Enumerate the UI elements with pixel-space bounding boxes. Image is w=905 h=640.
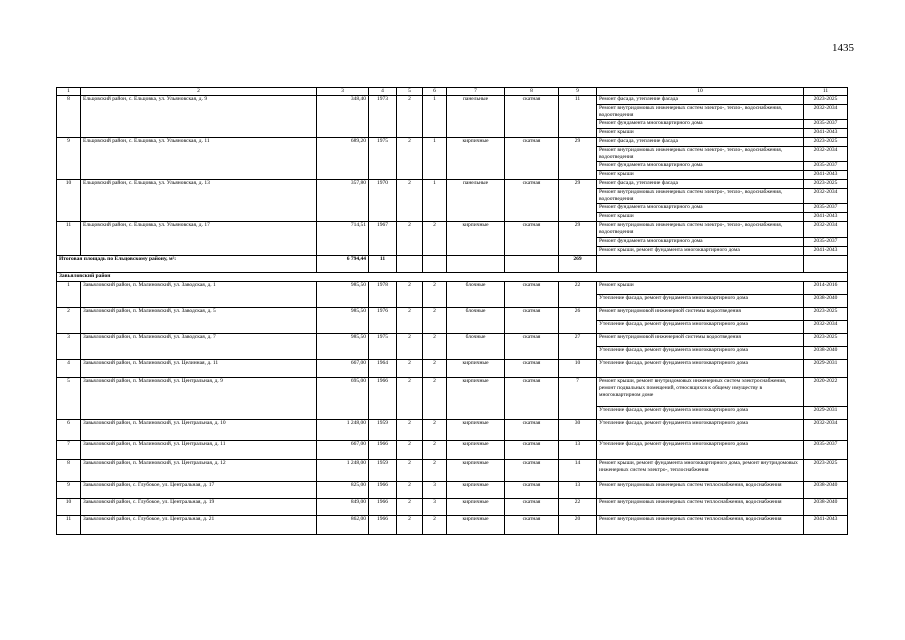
repair-work: Ремонт фасада, утепление фасада bbox=[597, 96, 804, 105]
house-address: Завьяловский район, п. Малиновский, ул. Заводская, д. 7 bbox=[81, 334, 317, 360]
floors-count: 2 bbox=[397, 96, 423, 138]
house-area: 348,40 bbox=[317, 96, 369, 138]
repair-period: 2014-2016 bbox=[804, 282, 848, 295]
empty-cell bbox=[505, 256, 559, 273]
wall-material: кирпичные bbox=[447, 420, 505, 441]
repair-work: Ремонт фундамента многоквартирного дома bbox=[597, 204, 804, 213]
repair-work: Ремонт внутридомовых инженерных систем электро-, тепло-, водоснабжения, водоотведения bbox=[597, 189, 804, 204]
floors-count: 2 bbox=[397, 482, 423, 499]
floors-count: 2 bbox=[397, 516, 423, 535]
repair-work: Ремонт крыши, ремонт внутридомовых инженерных систем электроснабжения, ремонт подвальных помещений, относящихся к общему имуществу в многоквартирном доме bbox=[597, 378, 804, 407]
entrances-count: 1 bbox=[423, 96, 447, 138]
wall-material: кирпичные bbox=[447, 460, 505, 482]
house-area: 695,00 bbox=[317, 378, 369, 420]
roof-type: скатная bbox=[505, 460, 559, 482]
repair-work: Ремонт внутридомовых инженерных систем теплоснабжения, водоснабжения bbox=[597, 516, 804, 535]
row-number: 2 bbox=[57, 308, 81, 334]
repair-period: 2023-2025 bbox=[804, 96, 848, 105]
repair-work: Утепление фасада, ремонт фундамента многоквартирного дома bbox=[597, 321, 804, 334]
build-year: 1966 bbox=[369, 441, 397, 460]
residents-count: 13 bbox=[559, 482, 597, 499]
table-row bbox=[57, 360, 848, 378]
row-number: 6 bbox=[57, 420, 81, 441]
repair-period: 2041-2043 bbox=[804, 171, 848, 180]
house-address: Завьяловский район, п. Малиновский, ул. Заводская, д. 5 bbox=[81, 308, 317, 334]
residents-count: 10 bbox=[559, 360, 597, 378]
total-label: Итоговая площадь по Ельцовскому району, м²: bbox=[57, 256, 317, 273]
wall-material: панельные bbox=[447, 180, 505, 222]
wall-material: кирпичные bbox=[447, 482, 505, 499]
repair-period: 2023-2025 bbox=[804, 180, 848, 189]
empty-cell bbox=[397, 256, 423, 273]
wall-material: панельные bbox=[447, 96, 505, 138]
row-number: 4 bbox=[57, 360, 81, 378]
column-number: 8 bbox=[505, 88, 559, 96]
table-row bbox=[57, 441, 848, 460]
repair-period: 2032-2034 bbox=[804, 105, 848, 120]
residents-count: 20 bbox=[559, 516, 597, 535]
repair-work: Ремонт фасада, утепление фасада bbox=[597, 138, 804, 147]
build-year: 1959 bbox=[369, 420, 397, 441]
entrances-count: 1 bbox=[423, 138, 447, 180]
column-number: 4 bbox=[369, 88, 397, 96]
repair-period: 2029-2031 bbox=[804, 360, 848, 378]
floors-count: 2 bbox=[397, 308, 423, 334]
table-row bbox=[57, 482, 848, 499]
house-address: Завьяловский район, п. Малиновский, ул. Заводская, д. 1 bbox=[81, 282, 317, 308]
entrances-count: 2 bbox=[423, 222, 447, 256]
repair-period: 2023-2025 bbox=[804, 138, 848, 147]
row-number: 8 bbox=[57, 96, 81, 138]
roof-type: скатная bbox=[505, 378, 559, 420]
house-area: 985,50 bbox=[317, 308, 369, 334]
entrances-count: 3 bbox=[423, 482, 447, 499]
column-number: 7 bbox=[447, 88, 505, 96]
wall-material: кирпичные bbox=[447, 222, 505, 256]
repair-period: 2041-2043 bbox=[804, 516, 848, 535]
repair-work: Ремонт внутридомовых инженерных систем электро-, тепло-, водоснабжения, водоотведения bbox=[597, 147, 804, 162]
house-address: Завьяловский район, п. Малиновский, ул. Центральная, д. 12 bbox=[81, 460, 317, 482]
column-number: 9 bbox=[559, 88, 597, 96]
entrances-count: 2 bbox=[423, 282, 447, 308]
residents-count: 11 bbox=[559, 96, 597, 138]
repair-period: 2038-2040 bbox=[804, 499, 848, 516]
house-area: 357,80 bbox=[317, 180, 369, 222]
residents-count: 26 bbox=[559, 308, 597, 334]
build-year: 1966 bbox=[369, 516, 397, 535]
repair-period: 2032-2034 bbox=[804, 420, 848, 441]
residents-count: 14 bbox=[559, 460, 597, 482]
entrances-count: 2 bbox=[423, 308, 447, 334]
build-year: 1973 bbox=[369, 96, 397, 138]
repair-period: 2035-2037 bbox=[804, 441, 848, 460]
floors-count: 2 bbox=[397, 441, 423, 460]
total-area: 6 794,44 bbox=[317, 256, 369, 273]
repair-period: 2029-2031 bbox=[804, 407, 848, 420]
wall-material: кирпичные bbox=[447, 378, 505, 420]
repair-period: 2038-2040 bbox=[804, 295, 848, 308]
repair-period: 2032-2034 bbox=[804, 222, 848, 238]
table-row bbox=[57, 499, 848, 516]
repair-work: Ремонт внутридомовых инженерных систем теплоснабжения, водоснабжения bbox=[597, 482, 804, 499]
floors-count: 2 bbox=[397, 282, 423, 308]
house-address: Завьяловский район, п. Малиновский, ул. Центральная, д. 9 bbox=[81, 378, 317, 420]
residents-count: 13 bbox=[559, 441, 597, 460]
row-number: 11 bbox=[57, 516, 81, 535]
residents-count: 30 bbox=[559, 420, 597, 441]
empty-cell bbox=[597, 256, 804, 273]
repair-work: Ремонт фундамента многоквартирного дома bbox=[597, 120, 804, 129]
house-address: Завьяловский район, п. Малиновский, ул. Целинная, д. 11 bbox=[81, 360, 317, 378]
row-number: 7 bbox=[57, 441, 81, 460]
repair-period: 2038-2040 bbox=[804, 347, 848, 360]
build-year: 1966 bbox=[369, 378, 397, 420]
wall-material: кирпичные bbox=[447, 138, 505, 180]
row-number: 9 bbox=[57, 482, 81, 499]
roof-type: скатная bbox=[505, 360, 559, 378]
repair-work: Ремонт фундамента многоквартирного дома bbox=[597, 238, 804, 247]
table-row bbox=[57, 222, 848, 238]
empty-cell bbox=[447, 256, 505, 273]
house-area: 985,50 bbox=[317, 334, 369, 360]
build-year: 1959 bbox=[369, 460, 397, 482]
wall-material: блочные bbox=[447, 334, 505, 360]
entrances-count: 2 bbox=[423, 334, 447, 360]
column-number: 10 bbox=[597, 88, 804, 96]
build-year: 1975 bbox=[369, 334, 397, 360]
repair-work: Ремонт крыши bbox=[597, 282, 804, 295]
repair-work: Ремонт крыши bbox=[597, 129, 804, 138]
wall-material: блочные bbox=[447, 308, 505, 334]
entrances-count: 2 bbox=[423, 516, 447, 535]
floors-count: 2 bbox=[397, 222, 423, 256]
row-number: 9 bbox=[57, 138, 81, 180]
residents-count: 29 bbox=[559, 222, 597, 256]
repair-period: 2041-2043 bbox=[804, 129, 848, 138]
repair-work: Ремонт внутридомовых инженерных систем электро-, тепло-, водоснабжения, водоотведения bbox=[597, 222, 804, 238]
roof-type: скатная bbox=[505, 282, 559, 308]
wall-material: кирпичные bbox=[447, 499, 505, 516]
repair-work: Ремонт крыши, ремонт фундамента многоквартирного дома bbox=[597, 247, 804, 256]
repair-work: Ремонт внутридомовой инженерной системы водоотведения bbox=[597, 308, 804, 321]
column-number: 5 bbox=[397, 88, 423, 96]
repair-period: 2041-2043 bbox=[804, 247, 848, 256]
house-area: 985,50 bbox=[317, 282, 369, 308]
repair-period: 2035-2037 bbox=[804, 238, 848, 247]
table-row bbox=[57, 378, 848, 407]
residents-count: 29 bbox=[559, 180, 597, 222]
entrances-count: 1 bbox=[423, 180, 447, 222]
repair-work: Ремонт фасада, утепление фасада bbox=[597, 180, 804, 189]
repair-work: Ремонт внутридомовых инженерных систем электро-, тепло-, водоснабжения, водоотведения bbox=[597, 105, 804, 120]
row-number: 8 bbox=[57, 460, 81, 482]
table-row bbox=[57, 96, 848, 105]
total-row bbox=[57, 256, 848, 273]
repair-period: 2023-2025 bbox=[804, 308, 848, 321]
repair-period: 2032-2034 bbox=[804, 189, 848, 204]
house-address: Ельцовский район, с. Ельцовка, ул. Ульяновская, д. 13 bbox=[81, 180, 317, 222]
column-number: 1 bbox=[57, 88, 81, 96]
house-area: 862,00 bbox=[317, 516, 369, 535]
repair-work: Ремонт внутридомовой инженерной системы водоотведения bbox=[597, 334, 804, 347]
residents-count: 29 bbox=[559, 138, 597, 180]
house-address: Ельцовский район, с. Ельцовка, ул. Ульяновская, д. 17 bbox=[81, 222, 317, 256]
build-year: 1964 bbox=[369, 360, 397, 378]
repair-period: 2035-2037 bbox=[804, 162, 848, 171]
row-number: 10 bbox=[57, 180, 81, 222]
roof-type: скатная bbox=[505, 222, 559, 256]
residents-count: 22 bbox=[559, 499, 597, 516]
floors-count: 2 bbox=[397, 378, 423, 420]
repair-work: Утепление фасада, ремонт фундамента многоквартирного дома bbox=[597, 347, 804, 360]
floors-count: 2 bbox=[397, 138, 423, 180]
table-row bbox=[57, 516, 848, 535]
column-number: 2 bbox=[81, 88, 317, 96]
floors-count: 2 bbox=[397, 334, 423, 360]
section-row bbox=[57, 273, 848, 282]
entrances-count: 2 bbox=[423, 360, 447, 378]
row-number: 10 bbox=[57, 499, 81, 516]
empty-cell bbox=[804, 256, 848, 273]
repair-work: Утепление фасада, ремонт фундамента многоквартирного дома bbox=[597, 295, 804, 308]
row-number: 3 bbox=[57, 334, 81, 360]
house-address: Ельцовский район, с. Ельцовка, ул. Ульяновская, д. 9 bbox=[81, 96, 317, 138]
entrances-count: 2 bbox=[423, 441, 447, 460]
repair-work: Утепление фасада, ремонт фундамента многоквартирного дома bbox=[597, 420, 804, 441]
build-year: 1966 bbox=[369, 499, 397, 516]
entrances-count: 2 bbox=[423, 378, 447, 420]
row-number: 1 bbox=[57, 282, 81, 308]
page-number: 1435 bbox=[832, 42, 854, 54]
repair-period: 2020-2022 bbox=[804, 378, 848, 407]
house-area: 849,00 bbox=[317, 499, 369, 516]
repair-work: Ремонт крыши, ремонт фундамента многоквартирного дома, ремонт внутридомовых инженерных систем электро-, теплоснабжения bbox=[597, 460, 804, 482]
roof-type: скатная bbox=[505, 441, 559, 460]
repair-work: Ремонт фундамента многоквартирного дома bbox=[597, 162, 804, 171]
residents-count: 27 bbox=[559, 334, 597, 360]
capital-repair-table bbox=[56, 87, 848, 535]
repair-period: 2032-2034 bbox=[804, 321, 848, 334]
table-row bbox=[57, 282, 848, 295]
wall-material: кирпичные bbox=[447, 441, 505, 460]
build-year: 1975 bbox=[369, 138, 397, 180]
total-count: 269 bbox=[559, 256, 597, 273]
roof-type: скатная bbox=[505, 180, 559, 222]
floors-count: 2 bbox=[397, 420, 423, 441]
roof-type: скатная bbox=[505, 138, 559, 180]
repair-work: Утепление фасада, ремонт фундамента многоквартирного дома bbox=[597, 407, 804, 420]
build-year: 1966 bbox=[369, 482, 397, 499]
table-row bbox=[57, 180, 848, 189]
roof-type: скатная bbox=[505, 420, 559, 441]
repair-work: Ремонт внутридомовых инженерных систем теплоснабжения, водоснабжения bbox=[597, 499, 804, 516]
house-address: Завьяловский район, с. Глубокое, ул. Центральная, д. 21 bbox=[81, 516, 317, 535]
house-area: 1 248,00 bbox=[317, 460, 369, 482]
residents-count: 22 bbox=[559, 282, 597, 308]
entrances-count: 3 bbox=[423, 499, 447, 516]
repair-period: 2023-2025 bbox=[804, 334, 848, 347]
table-row bbox=[57, 460, 848, 482]
table-row bbox=[57, 308, 848, 321]
house-area: 689,20 bbox=[317, 138, 369, 180]
roof-type: скатная bbox=[505, 482, 559, 499]
repair-work: Утепление фасада, ремонт фундамента многоквартирного дома bbox=[597, 441, 804, 460]
house-area: 667,00 bbox=[317, 360, 369, 378]
house-area: 667,00 bbox=[317, 441, 369, 460]
column-number: 3 bbox=[317, 88, 369, 96]
row-number: 11 bbox=[57, 222, 81, 256]
repair-period: 2023-2025 bbox=[804, 460, 848, 482]
row-number: 5 bbox=[57, 378, 81, 420]
repair-period: 2041-2043 bbox=[804, 213, 848, 222]
header-row bbox=[57, 88, 848, 96]
house-area: 714,51 bbox=[317, 222, 369, 256]
entrances-count: 2 bbox=[423, 420, 447, 441]
section-title: Завьяловский район bbox=[57, 273, 848, 282]
floors-count: 2 bbox=[397, 460, 423, 482]
house-address: Завьяловский район, п. Малиновский, ул. Центральная, д. 11 bbox=[81, 441, 317, 460]
roof-type: скатная bbox=[505, 334, 559, 360]
residents-count: 7 bbox=[559, 378, 597, 420]
house-address: Завьяловский район, с. Глубокое, ул. Центральная, д. 19 bbox=[81, 499, 317, 516]
repair-period: 2035-2037 bbox=[804, 204, 848, 213]
repair-period: 2032-2034 bbox=[804, 147, 848, 162]
build-year: 1978 bbox=[369, 282, 397, 308]
column-number: 6 bbox=[423, 88, 447, 96]
table-row bbox=[57, 138, 848, 147]
roof-type: скатная bbox=[505, 96, 559, 138]
floors-count: 2 bbox=[397, 499, 423, 516]
entrances-count: 2 bbox=[423, 460, 447, 482]
empty-cell bbox=[423, 256, 447, 273]
house-area: 1 248,00 bbox=[317, 420, 369, 441]
repair-work: Ремонт крыши bbox=[597, 171, 804, 180]
roof-type: скатная bbox=[505, 499, 559, 516]
house-address: Завьяловский район, п. Малиновский, ул. Центральная, д. 10 bbox=[81, 420, 317, 441]
table-row bbox=[57, 420, 848, 441]
build-year: 1970 bbox=[369, 180, 397, 222]
house-address: Завьяловский район, с. Глубокое, ул. Центральная, д. 17 bbox=[81, 482, 317, 499]
repair-period: 2038-2040 bbox=[804, 482, 848, 499]
wall-material: блочные bbox=[447, 282, 505, 308]
roof-type: скатная bbox=[505, 308, 559, 334]
repair-work: Ремонт крыши bbox=[597, 213, 804, 222]
column-number: 11 bbox=[804, 88, 848, 96]
repair-work: Утепление фасада, ремонт фундамента многоквартирного дома bbox=[597, 360, 804, 378]
roof-type: скатная bbox=[505, 516, 559, 535]
floors-count: 2 bbox=[397, 360, 423, 378]
build-year: 1967 bbox=[369, 222, 397, 256]
build-year: 1976 bbox=[369, 308, 397, 334]
floors-count: 2 bbox=[397, 180, 423, 222]
house-address: Ельцовский район, с. Ельцовка, ул. Ульяновская, д. 11 bbox=[81, 138, 317, 180]
wall-material: кирпичные bbox=[447, 360, 505, 378]
repair-period: 2035-2037 bbox=[804, 120, 848, 129]
wall-material: кирпичные bbox=[447, 516, 505, 535]
total-houses: 11 bbox=[369, 256, 397, 273]
house-area: 825,00 bbox=[317, 482, 369, 499]
table-row bbox=[57, 334, 848, 347]
